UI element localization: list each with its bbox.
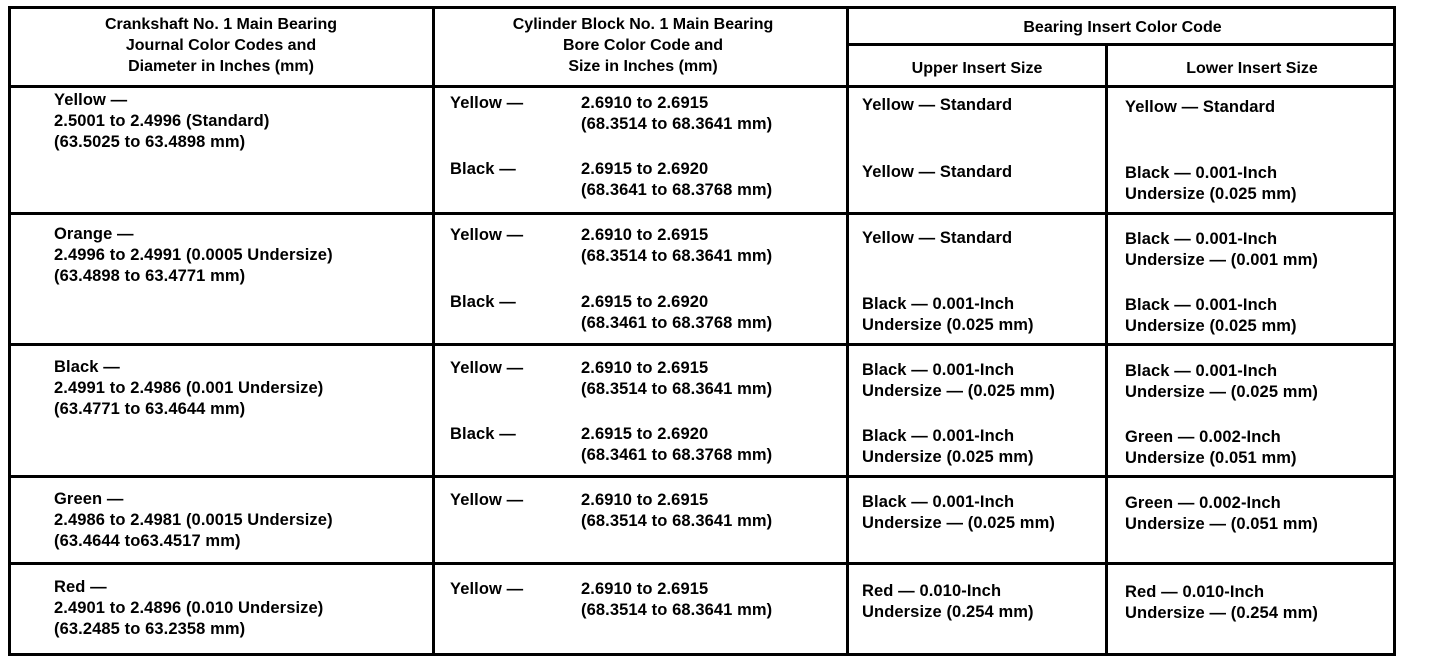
column-divider [432, 9, 435, 653]
header-divider [11, 85, 1393, 88]
bearing-color-code-table [8, 6, 1396, 656]
lower-insert: Black — 0.001-Inch Undersize (0.025 mm) [1125, 164, 1297, 203]
lower-insert: Red — 0.010-Inch Undersize — (0.254 mm) [1125, 583, 1318, 622]
bore-color: Yellow — [450, 359, 524, 377]
bore-color: Yellow — [450, 226, 524, 244]
bore-size: 2.6915 to 2.6920 (68.3461 to 68.3768 mm) [581, 293, 773, 332]
upper-insert: Yellow — Standard [862, 96, 1013, 114]
column-divider [846, 9, 849, 653]
group-header-divider [849, 43, 1393, 46]
bore-color: Black — [450, 160, 516, 178]
lower-insert: Black — 0.001-Inch Undersize — (0.025 mm) [1125, 362, 1318, 401]
journal-cell: Orange — 2.4996 to 2.4991 (0.0005 Undersize) (63.4898 to 63.4771 mm) [54, 225, 333, 285]
header-bore: Cylinder Block No. 1 Main Bearing Bore Color Code and Size in Inches (mm) [512, 16, 774, 75]
lower-insert: Yellow — Standard [1125, 98, 1276, 116]
bore-color: Yellow — [450, 94, 524, 112]
journal-cell: Black — 2.4991 to 2.4986 (0.001 Undersize) (63.4771 to 63.4644 mm) [54, 358, 324, 418]
bore-color: Black — [450, 293, 516, 311]
upper-insert: Black — 0.001-Inch Undersize (0.025 mm) [862, 295, 1034, 334]
row-divider [11, 562, 1393, 565]
bore-color: Yellow — [450, 491, 524, 509]
upper-insert: Black — 0.001-Inch Undersize — (0.025 mm) [862, 361, 1055, 400]
upper-insert: Black — 0.001-Inch Undersize (0.025 mm) [862, 427, 1034, 466]
bore-size: 2.6915 to 2.6920 (68.3641 to 68.3768 mm) [581, 160, 773, 199]
lower-insert: Black — 0.001-Inch Undersize — (0.001 mm) [1125, 230, 1318, 269]
header-upper-insert: Upper Insert Size [911, 60, 1043, 77]
row-divider [11, 212, 1393, 215]
upper-insert: Yellow — Standard [862, 229, 1013, 247]
bore-size: 2.6915 to 2.6920 (68.3461 to 68.3768 mm) [581, 425, 773, 464]
journal-cell: Red — 2.4901 to 2.4896 (0.010 Undersize) (63.2485 to 63.2358 mm) [54, 578, 324, 638]
bore-size: 2.6910 to 2.6915 (68.3514 to 68.3641 mm) [581, 226, 773, 265]
header-journal: Crankshaft No. 1 Main Bearing Journal Color Codes and Diameter in Inches (mm) [104, 16, 338, 75]
upper-insert: Yellow — Standard [862, 163, 1013, 181]
lower-insert: Green — 0.002-Inch Undersize (0.051 mm) [1125, 428, 1297, 467]
lower-insert: Green — 0.002-Inch Undersize — (0.051 mm) [1125, 494, 1318, 533]
bore-size: 2.6910 to 2.6915 (68.3514 to 68.3641 mm) [581, 491, 773, 530]
bore-color: Yellow — [450, 580, 524, 598]
row-divider [11, 343, 1393, 346]
header-lower-insert: Lower Insert Size [1186, 60, 1318, 77]
bore-size: 2.6910 to 2.6915 (68.3514 to 68.3641 mm) [581, 94, 773, 133]
header-insert-group: Bearing Insert Color Code [1023, 19, 1222, 36]
row-divider [11, 475, 1393, 478]
upper-insert: Red — 0.010-Inch Undersize (0.254 mm) [862, 582, 1034, 621]
journal-cell: Green — 2.4986 to 2.4981 (0.0015 Undersize) (63.4644 to63.4517 mm) [54, 490, 333, 550]
bore-color: Black — [450, 425, 516, 443]
journal-cell: Yellow — 2.5001 to 2.4996 (Standard) (63.5025 to 63.4898 mm) [54, 91, 270, 151]
bore-size: 2.6910 to 2.6915 (68.3514 to 68.3641 mm) [581, 580, 773, 619]
upper-insert: Black — 0.001-Inch Undersize — (0.025 mm) [862, 493, 1055, 532]
bore-size: 2.6910 to 2.6915 (68.3514 to 68.3641 mm) [581, 359, 773, 398]
lower-insert: Black — 0.001-Inch Undersize (0.025 mm) [1125, 296, 1297, 335]
